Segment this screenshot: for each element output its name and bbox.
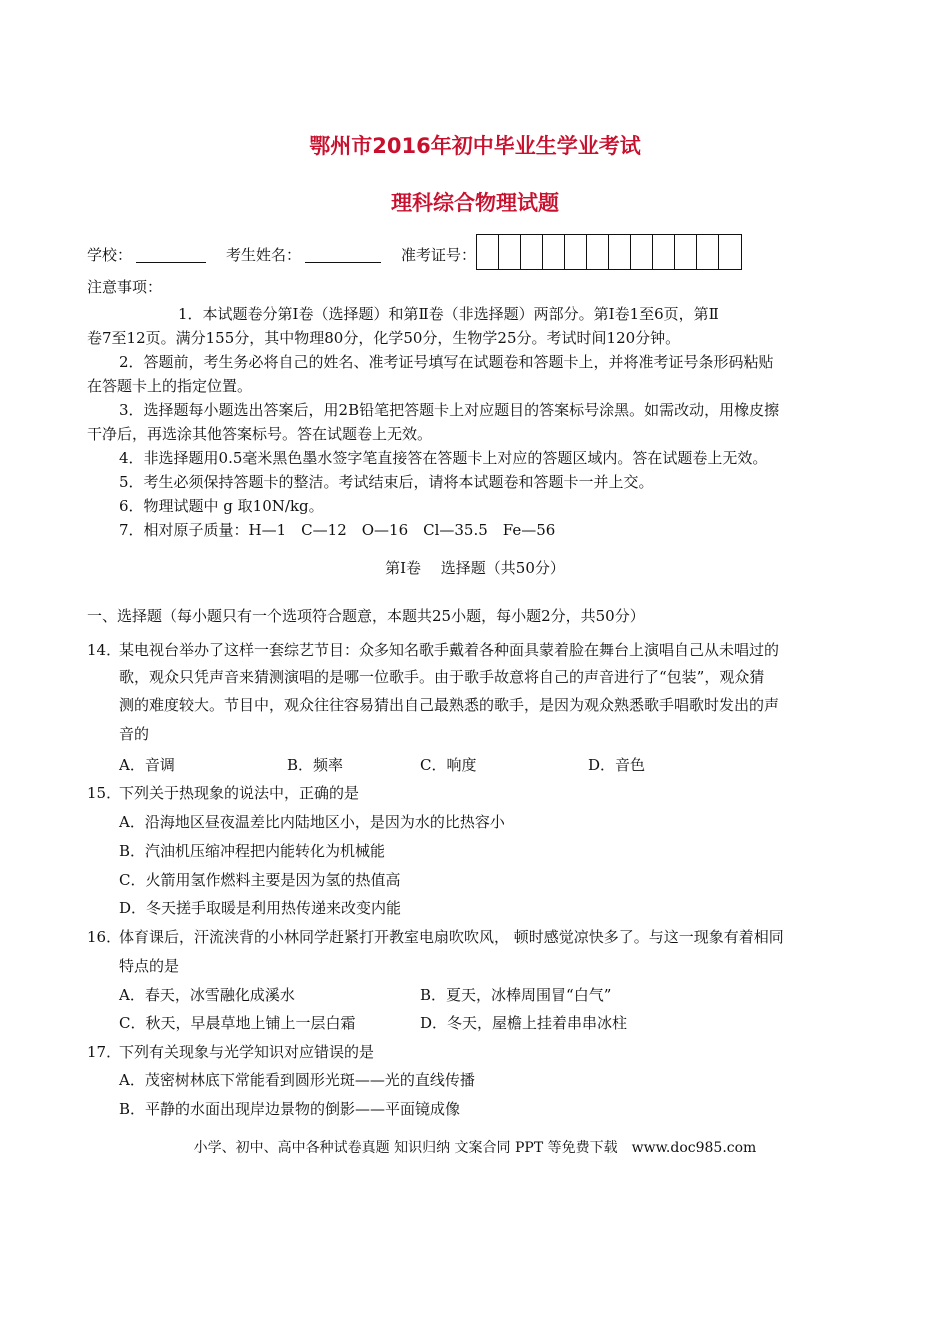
question-text: 下列关于热现象的说法中，正确的是 <box>119 784 360 802</box>
id-box[interactable] <box>499 235 521 269</box>
option-d: D．冬天，屋檐上挂着串串冰柱 <box>420 1014 628 1032</box>
page-footer: 小学、初中、高中各种试卷真题 知识归纳 文案合同 PPT 等免费下载 www.doc985.com <box>193 1140 757 1156</box>
id-box[interactable] <box>521 235 543 269</box>
note-line: 4．非选择题用0.5毫米黑色墨水签字笔直接答在答题卡上对应的答题区域内。答在试题卷上无效。 <box>119 449 768 467</box>
question-text: 歌，观众只凭声音来猜测演唱的是哪一位歌手。由于歌手故意将自己的声音进行了“包装”，观众猜 <box>119 668 765 686</box>
id-box[interactable] <box>477 235 499 269</box>
option-b: B．频率 <box>287 756 344 774</box>
question-text: 测的难度较大。节目中，观众往往容易猜出自己最熟悉的歌手，是因为观众熟悉歌手唱歌时发出的声 <box>119 696 780 714</box>
option-b: B．平静的水面出现岸边景物的倒影——平面镜成像 <box>119 1100 461 1118</box>
student-info-row <box>87 238 742 270</box>
option-d: D．音色 <box>588 756 646 774</box>
exam-title: 鄂州市2016年初中毕业生学业考试 <box>309 134 641 158</box>
name-blank[interactable] <box>305 246 381 263</box>
question-text: 某电视台举办了这样一套综艺节目：众多知名歌手戴着各种面具蒙着脸在舞台上演唱自己从未唱过的 <box>119 641 780 659</box>
id-box[interactable] <box>543 235 565 269</box>
id-box[interactable] <box>587 235 609 269</box>
option-a: A．沿海地区昼夜温差比内陆地区小，是因为水的比热容小 <box>119 813 505 831</box>
id-box[interactable] <box>675 235 697 269</box>
part1-heading: 第Ⅰ卷 选择题（共50分） <box>385 559 565 577</box>
option-a: A．春天，冰雪融化成溪水 <box>119 986 295 1004</box>
school-label: 学校： <box>87 245 133 264</box>
option-c: C．响度 <box>420 756 477 774</box>
note-line: 5．考生必须保持答题卡的整洁。考试结束后，请将本试题卷和答题卡一并上交。 <box>119 473 654 491</box>
note-line: 3．选择题每小题选出答案后，用2B铅笔把答题卡上对应题目的答案标号涂黑。如需改动，用橡皮擦 <box>119 401 780 419</box>
school-blank[interactable] <box>136 246 206 263</box>
name-label: 考生姓名： <box>226 245 302 264</box>
option-a: A．音调 <box>119 756 175 774</box>
id-number-boxes[interactable] <box>476 234 742 270</box>
id-box[interactable] <box>719 235 741 269</box>
exam-subtitle: 理科综合物理试题 <box>391 191 559 215</box>
option-b: B．夏天，冰棒周围冒“白气” <box>420 986 612 1004</box>
option-c: C．秋天，早晨草地上铺上一层白霜 <box>119 1014 356 1032</box>
id-box[interactable] <box>609 235 631 269</box>
id-label: 准考证号： <box>401 245 477 264</box>
question-number: 16． <box>87 928 122 946</box>
id-box[interactable] <box>565 235 587 269</box>
question-number: 15． <box>87 784 122 802</box>
note-line: 6．物理试题中 g 取10N/kg。 <box>119 497 324 515</box>
section-heading: 一、选择题（每小题只有一个选项符合题意，本题共25小题，每小题2分，共50分） <box>87 607 645 625</box>
question-text: 体育课后，汗流浃背的小林同学赶紧打开教室电扇吹吹风， 顿时感觉凉快多了。与这一现象有着相同 <box>119 928 784 946</box>
option-d: D．冬天搓手取暖是利用热传递来改变内能 <box>119 899 402 917</box>
id-box[interactable] <box>697 235 719 269</box>
note-line: 7．相对原子质量：H—1 C—12 O—16 Cl—35.5 Fe—56 <box>119 521 556 539</box>
note-line: 2．答题前，考生务必将自己的姓名、准考证号填写在试题卷和答题卡上，并将准考证号条形码粘贴 <box>119 353 774 371</box>
notes-heading: 注意事项： <box>87 278 163 296</box>
id-box[interactable] <box>653 235 675 269</box>
question-number: 14． <box>87 641 122 659</box>
id-box[interactable] <box>631 235 653 269</box>
question-text: 特点的是 <box>119 957 180 975</box>
note-line: 干净后，再选涂其他答案标号。答在试题卷上无效。 <box>87 425 433 443</box>
note-line: 卷7至12页。满分155分，其中物理80分，化学50分，生物学25分。考试时间120分钟。 <box>87 329 681 347</box>
question-text: 下列有关现象与光学知识对应错误的是 <box>119 1043 375 1061</box>
question-number: 17． <box>87 1043 122 1061</box>
note-line: 1．本试题卷分第Ⅰ卷（选择题）和第Ⅱ卷（非选择题）两部分。第Ⅰ卷1至6页，第Ⅱ <box>178 305 719 323</box>
option-b: B．汽油机压缩冲程把内能转化为机械能 <box>119 842 386 860</box>
question-text: 音的 <box>119 725 150 743</box>
option-c: C．火箭用氢作燃料主要是因为氢的热值高 <box>119 871 401 889</box>
option-a: A．茂密树林底下常能看到圆形光斑——光的直线传播 <box>119 1071 475 1089</box>
note-line: 在答题卡上的指定位置。 <box>87 377 253 395</box>
